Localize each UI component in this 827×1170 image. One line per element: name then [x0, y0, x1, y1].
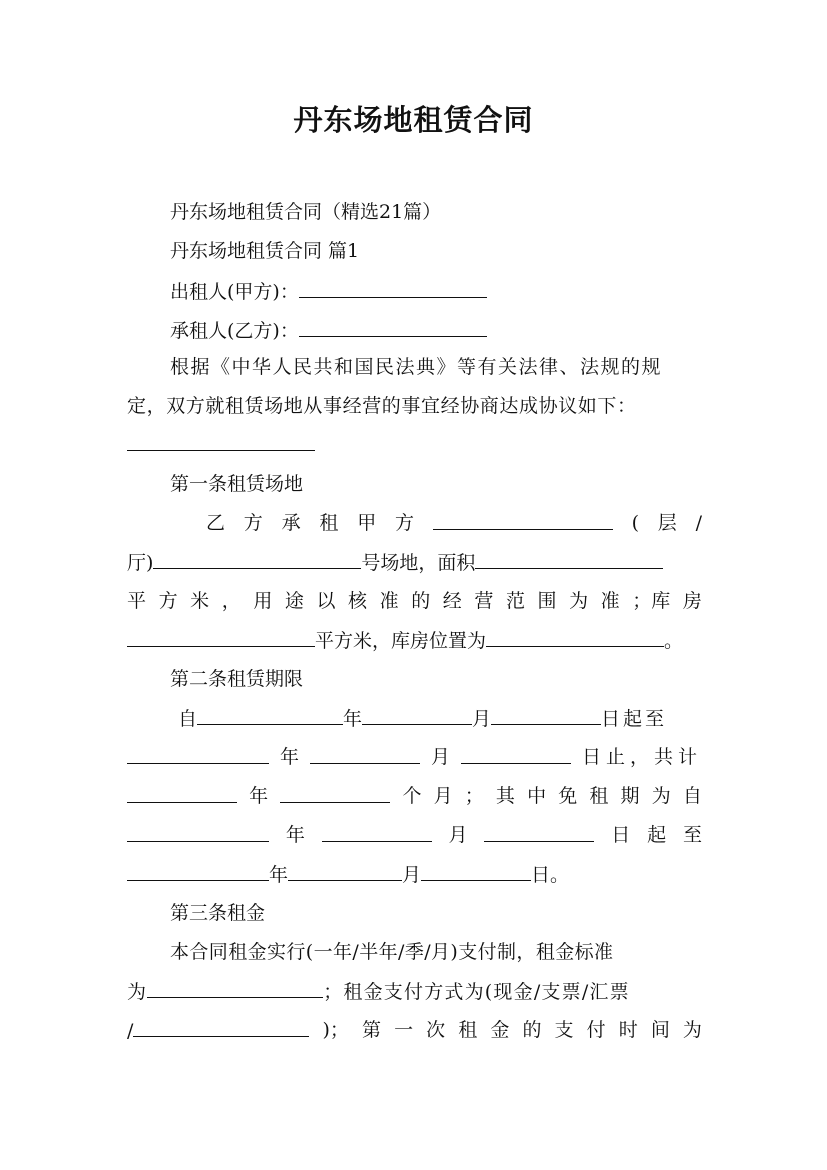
word: 年 [249, 785, 269, 807]
word: 次 [426, 1019, 446, 1041]
word: ， [221, 590, 241, 612]
start-day-blank [491, 706, 601, 725]
word: 日止，共计 [581, 746, 702, 768]
article-2-heading: 第二条租赁期限 [170, 668, 304, 690]
word: 为 [651, 785, 671, 807]
total-month-blank [280, 784, 390, 803]
lessee-line [170, 318, 702, 342]
free-end-month-blank [288, 862, 402, 881]
word: / [695, 512, 702, 534]
word: 中 [527, 785, 547, 807]
start-month-blank [362, 706, 472, 725]
word: 付 [586, 1019, 606, 1041]
word: 月 [448, 824, 468, 846]
word: 以 [316, 590, 336, 612]
word: 方 [158, 590, 178, 612]
word: 年 [269, 864, 289, 886]
rent-standard-blank [147, 979, 323, 998]
word: 方 [394, 512, 414, 534]
word: 免 [558, 785, 578, 807]
word: 营 [474, 590, 494, 612]
word: 租 [458, 1019, 478, 1041]
word: 月 [472, 708, 492, 730]
word: ；租金支付方式为(现金/支票/汇票 [323, 981, 630, 1003]
word: 日。 [531, 864, 570, 886]
word: 月 [433, 785, 453, 807]
intro-line-2: 定，双方就租赁场地从事经营的事宜经协商达成协议如下： [127, 395, 637, 417]
intro-line-1: 根据《中华人民共和国民法典》等有关法律、法规的规 [170, 356, 663, 378]
word: ( [631, 512, 639, 534]
article-3-line-1: 本合同租金实行(一年/半年/季/月)支付制，租金标准 [170, 941, 614, 963]
article-2-line-4 [127, 823, 702, 847]
end-month-blank [310, 745, 420, 764]
word: 租 [589, 785, 609, 807]
word: 围 [537, 590, 557, 612]
subtitle: 丹东场地租赁合同（精选21篇） [170, 201, 442, 223]
storage-area-blank [127, 628, 315, 647]
lessor-blank [299, 279, 487, 298]
close-paren: )； [322, 1019, 349, 1041]
article-2-line-5 [127, 862, 702, 886]
word: 租 [319, 512, 339, 534]
intro-blank-line [127, 432, 702, 456]
word: 途 [284, 590, 304, 612]
word: 月 [430, 746, 450, 768]
intro-blank [127, 432, 315, 451]
word: 支 [554, 1019, 574, 1041]
word: 期 [620, 785, 640, 807]
article-1-heading: 第一条租赁场地 [170, 473, 304, 495]
storage-location-blank [486, 628, 664, 647]
free-end-year-blank [127, 862, 269, 881]
word: 房 [682, 590, 702, 612]
word: 甲 [357, 512, 377, 534]
lessee-label: 承租人(乙方)： [170, 320, 299, 342]
word: 平方米，库房位置为 [315, 630, 487, 652]
word: 个 [402, 785, 422, 807]
word: 一 [394, 1019, 414, 1041]
free-start-month-blank [322, 823, 432, 842]
article-1-line-1 [206, 511, 702, 535]
word: 起 [647, 824, 667, 846]
end-day-blank [461, 745, 571, 764]
article-1-line-4 [127, 628, 702, 652]
article-1-line-2 [127, 550, 702, 574]
word: 其 [495, 785, 515, 807]
part-heading: 丹东场地租赁合同 篇1 [170, 240, 360, 262]
start-year-blank [197, 706, 343, 725]
word: 年 [343, 708, 363, 730]
word: 方 [243, 512, 263, 534]
word: 金 [490, 1019, 510, 1041]
word: 日 [611, 824, 631, 846]
end-year-blank [127, 745, 269, 764]
word: 月 [402, 864, 422, 886]
hall-blank [153, 550, 361, 569]
document-title: 丹东场地租赁合同 [293, 103, 534, 137]
word: 日起至 [601, 708, 668, 730]
word: 层 [657, 512, 677, 534]
word: 乙 [206, 512, 226, 534]
payment-other-blank [133, 1018, 309, 1037]
article-3-line-3 [127, 1018, 702, 1042]
word: 间 [650, 1019, 670, 1041]
word: 用 [253, 590, 273, 612]
lessor-label: 出租人(甲方)： [170, 281, 299, 303]
article-1-line-3 [127, 589, 702, 613]
area-blank [475, 550, 663, 569]
word: 平 [127, 590, 147, 612]
word: 为 [127, 981, 148, 1003]
word: 第 [361, 1019, 381, 1041]
article-2-line-3 [127, 784, 702, 808]
lessee-blank [299, 318, 487, 337]
word: 号场地，面积 [361, 552, 476, 574]
word: ；库 [632, 590, 671, 612]
free-start-day-blank [484, 823, 594, 842]
article-3-heading: 第三条租金 [170, 902, 266, 924]
free-end-day-blank [421, 862, 531, 881]
article-3-line-2 [127, 979, 702, 1003]
word: 的 [522, 1019, 542, 1041]
word: 时 [618, 1019, 638, 1041]
floor-blank [433, 511, 613, 530]
word: 自 [178, 708, 198, 730]
word: 经 [442, 590, 462, 612]
word: 厅) [127, 552, 154, 574]
word: ； [464, 785, 484, 807]
word: 为 [682, 1019, 702, 1041]
word: 至 [682, 824, 702, 846]
word: 。 [664, 630, 684, 652]
word: 准 [379, 590, 399, 612]
word: 自 [682, 785, 702, 807]
word: 年 [285, 824, 305, 846]
free-start-year-blank [127, 823, 269, 842]
word: 为 [569, 590, 589, 612]
word: 的 [411, 590, 431, 612]
total-year-blank [127, 784, 237, 803]
word: 承 [281, 512, 301, 534]
word: 年 [279, 746, 299, 768]
word: 准 [600, 590, 620, 612]
slash-and-blank [127, 1018, 309, 1042]
article-2-line-1 [178, 706, 702, 730]
article-2-line-2 [127, 745, 702, 769]
word: / [127, 1020, 134, 1042]
word: 范 [505, 590, 525, 612]
word: 核 [348, 590, 368, 612]
word: 米 [190, 590, 210, 612]
lessor-line [170, 279, 702, 303]
